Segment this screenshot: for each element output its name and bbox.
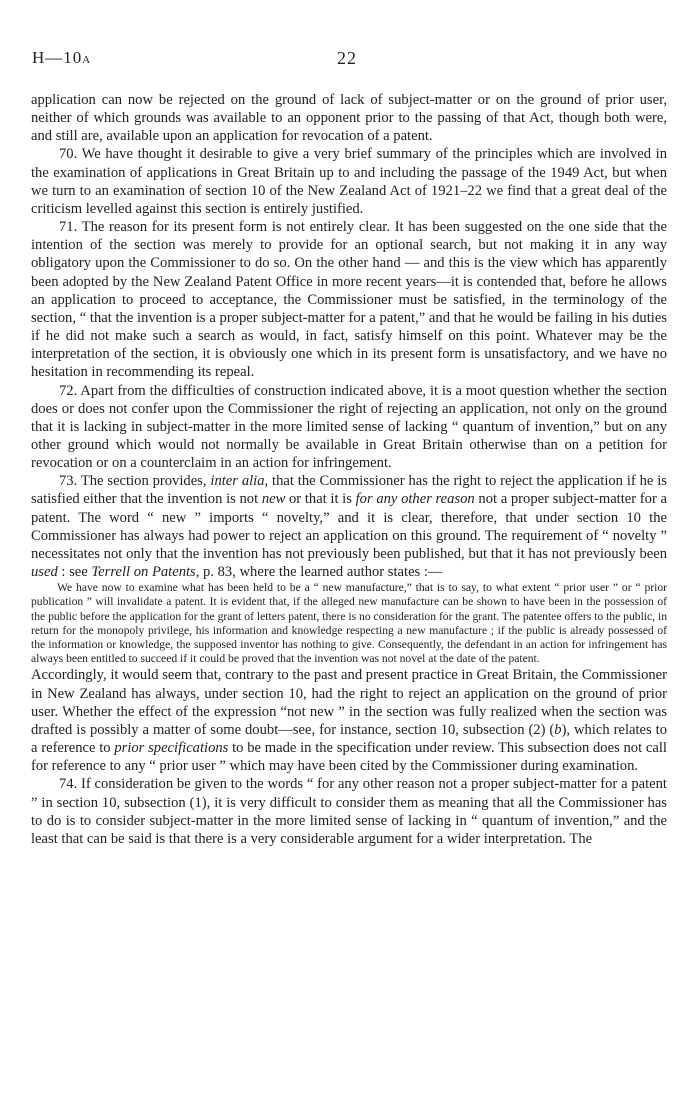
- paragraph-70: 70. We have thought it desirable to give a very brief summary of the principles which are involved in the examination of applications in Great Britain up to and including the passage of the 1949 Act, but when we turn to an examination of section 10 of the New Zealand Act of 1921–22 we find that a great deal of the criticism levelled against this section is entirely justified.: [31, 146, 667, 217]
- document-reference-main: H—10: [32, 48, 83, 67]
- page-body: [31, 91, 667, 848]
- page-number: 22: [337, 48, 357, 68]
- paragraph-accordingly: Accordingly, it would seem that, contrary to the past and present practice in Great Britain, the Commissioner in New Zealand has always, under section 10, had the right to reject an application on the ground of prior user. Whether the effect of the expression “not new ” in the section was fully realized when the section was drafted is possibly a matter of some doubt—see, for instance, section 10, subsection (2) (b), which relates to a reference to prior specifications to be made in the specification under review. This subsection does not call for reference to any “ prior user ” which may have been cited by the Commissioner during examination.: [31, 667, 667, 775]
- paragraph-74: 74. If consideration be given to the words “ for any other reason not a proper subject-matter for a patent ” in section 10, subsection (1), it is very difficult to consider them as meaning that all the Commissioner has to do is to consider subject-matter in the more limited sense of lacking in “ quantum of invention,” and the least that can be said is that there is a very considerable argument for a wider interpretation. The: [31, 776, 667, 847]
- paragraph-73: 73. The section provides, inter alia, that the Commissioner has the right to reject the application if he is satisfied either that the invention is not new or that it is for any other reason not a proper subject-matter for a patent. The word “ new ” imports “ novelty,” and it is clear, therefore, that under section 10 the Commissioner has always had power to reject an application on this ground. The requirement of “ novelty ” necessitates not only that the invention has not previously been published, but that it has not previously been used : see Terrell on Patents, p. 83, where the learned author states :—: [31, 473, 667, 581]
- paragraph-continued: application can now be rejected on the ground of lack of subject-matter or on the ground of prior user, neither of which grounds was available to an opponent prior to the passing of that Act, though both were, and still are, available upon an application for revocation of a patent.: [31, 92, 667, 145]
- document-reference: [32, 48, 91, 68]
- paragraph-72: 72. Apart from the difficulties of construction indicated above, it is a moot question whether the section does or does not confer upon the Commissioner the right of rejecting an application, not only on the ground that it is lacking in subject-matter in the more limited sense of lacking “ quantum of invention,” but on any other ground which would not normally be available in Great Britain otherwise than on a petition for revocation or on a counterclaim in an action for infringement.: [31, 382, 667, 472]
- block-quote: We have now to examine what has been held to be a “ new manufacture,” that is to say, to what extent “ prior user ” or “ prior publication ” will invalidate a patent. It is evident that, if the alleged new manufacture can be shown to have been in the possession of the public before the application for the grant of letters patent, there is no consideration for the grant. The patentee offers to the public, in return for the monopoly privilege, his information and knowledge respecting a new manufacture ; if the public is already possessed of the information or knowledge, the supposed inventor has nothing to give. Consequently, the defendant in an action for infringement has always been entitled to succeed if it could be proved that the invention was not novel at the date of the patent.: [31, 581, 667, 666]
- document-reference-sub: A: [82, 54, 92, 66]
- page-header: [32, 48, 668, 72]
- paragraph-71: 71. The reason for its present form is not entirely clear. It has been suggested on the one side that the intention of the section was merely to provide for an optional search, but not making it in any way obligatory upon the Commissioner to do so. On the other hand — and this is the view which has apparently been adopted by the New Zealand Patent Office in more recent years—it is contended that, before he allows an application to proceed to acceptance, the Commissioner must be satisfied, in the terminology of the section, “ that the invention is a proper subject-matter for a patent,” and that he would be failing in his duties if he did not make such a search as would, in fact, satisfy himself on this point. Whatever may be the interpretation of the section, it is obviously one which in its present form is unsatisfactory, and we have no hesitation in recommending its repeal.: [31, 219, 667, 381]
